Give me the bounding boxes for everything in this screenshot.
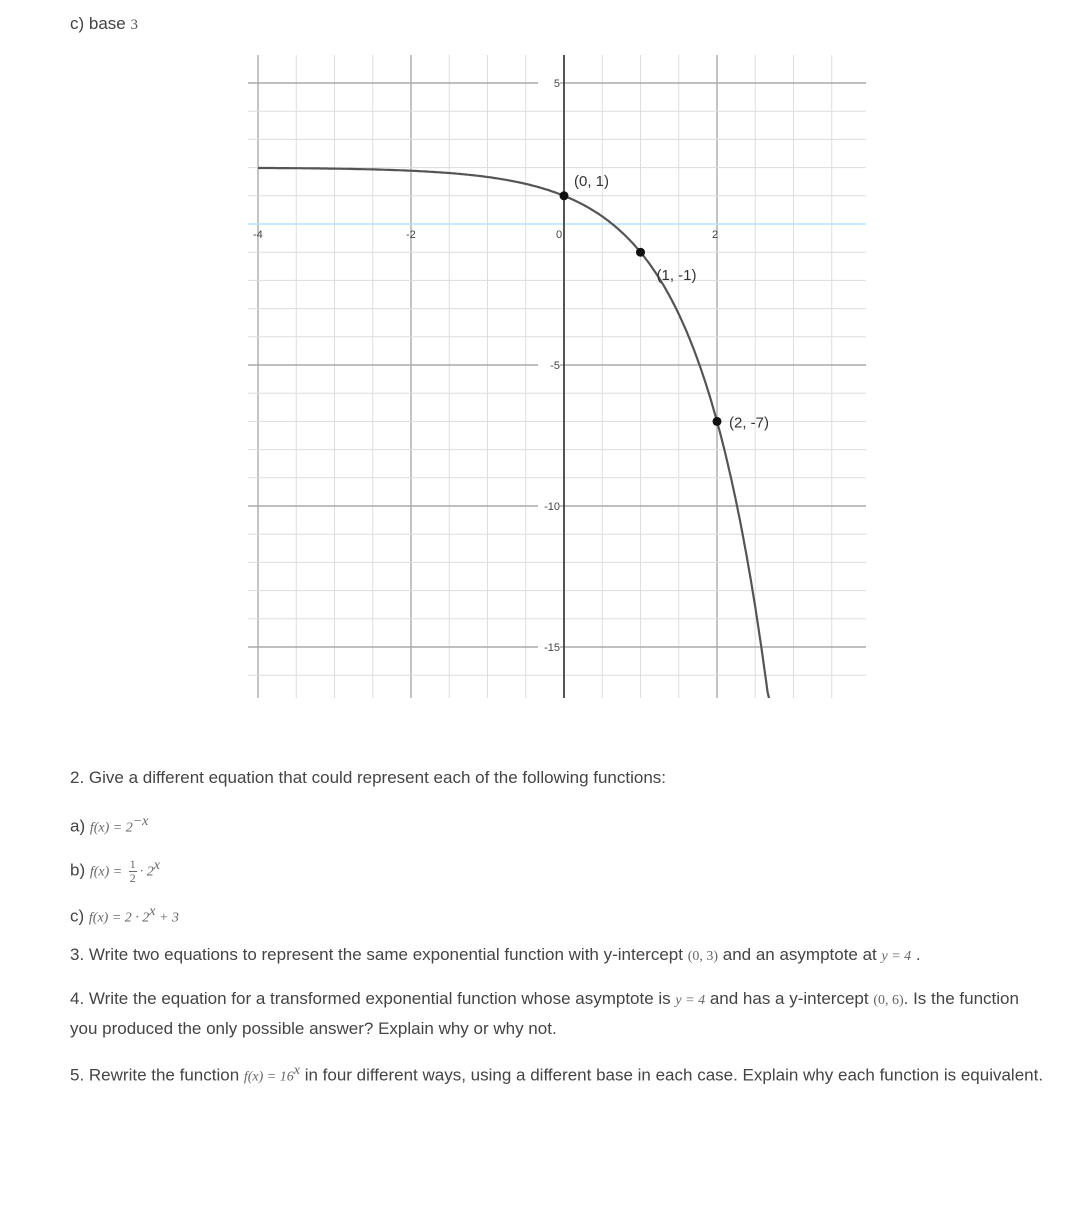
graph-points xyxy=(560,173,770,432)
question-4 xyxy=(70,985,1050,1043)
q2a-exponent: −x xyxy=(132,814,149,829)
q3-asymptote: y = 4 xyxy=(881,949,912,964)
heading-prefix: c) base xyxy=(70,14,131,33)
graph-point xyxy=(636,248,645,257)
q2b-exponent: x xyxy=(153,858,160,873)
y-tick-label: -15 xyxy=(544,642,560,654)
x-tick-label: 0 xyxy=(556,229,563,241)
graph-axes xyxy=(248,55,866,698)
question-5 xyxy=(70,1057,1050,1092)
q2c-label: c) xyxy=(70,906,89,926)
q2c-exponent: x xyxy=(149,904,156,919)
q3-intercept: (0, 3) xyxy=(687,949,719,964)
q3-text-1: 3. Write two equations to represent the same exponential function with y-intercept xyxy=(70,945,688,964)
q4-text-2: and has a y-intercept xyxy=(705,989,874,1008)
q2c-equation: f(x) = 2 · 2 xyxy=(88,910,150,926)
x-tick-label: 2 xyxy=(712,229,719,241)
q2b-numerator: 1 xyxy=(129,856,136,871)
heading-base-value: 3 xyxy=(130,17,138,33)
graph-point xyxy=(713,417,722,426)
y-tick-label: -10 xyxy=(544,501,560,513)
q2a-equation: f(x) = 2 xyxy=(89,820,133,836)
point-label: (1, -1) xyxy=(656,267,697,285)
q2b-rest: · 2 xyxy=(139,864,154,880)
x-tick-label: -2 xyxy=(406,229,416,241)
question-2b xyxy=(70,852,1050,887)
q5-exponent: x xyxy=(293,1063,300,1078)
graph-point xyxy=(560,191,569,200)
y-tick-label: 5 xyxy=(553,78,560,90)
q5-text-1: 5. Rewrite the function xyxy=(70,1065,244,1085)
q2a-label: a) xyxy=(70,816,90,836)
q4-intercept: (0, 6) xyxy=(873,993,904,1008)
q5-function: f(x) = 16 xyxy=(243,1069,294,1085)
q3-text-3: . xyxy=(911,945,921,964)
question-2a xyxy=(70,808,1050,843)
q2b-denominator: 2 xyxy=(129,870,136,885)
q4-text-1: 4. Write the equation for a transformed exponential function whose asymptote is xyxy=(70,989,676,1008)
x-tick-label: -4 xyxy=(253,229,263,241)
q2b-fraction xyxy=(129,858,137,885)
y-tick-label: -5 xyxy=(550,360,560,372)
question-2c xyxy=(70,898,1050,933)
q2b-label: b) xyxy=(70,860,90,880)
q4-text-3: . Is the function you produced the only possible answer? Explain why or why not. xyxy=(70,989,1019,1038)
question-2-text: 2. Give a different equation that could represent each of the following functions: xyxy=(70,768,667,787)
graph-grid xyxy=(248,55,866,698)
q3-text-2: and an asymptote at xyxy=(718,945,882,964)
point-label: (0, 1) xyxy=(574,172,610,190)
question-3 xyxy=(70,941,1050,971)
q4-asymptote: y = 4 xyxy=(675,993,706,1008)
point-label: (2, -7) xyxy=(729,414,770,432)
question-2 xyxy=(70,764,1050,792)
q2c-rest: + 3 xyxy=(155,910,179,926)
q2b-equation: f(x) = xyxy=(89,864,126,880)
q5-text-2: in four different ways, using a different base in each case. Explain why each function is equivalent. xyxy=(299,1065,1044,1085)
